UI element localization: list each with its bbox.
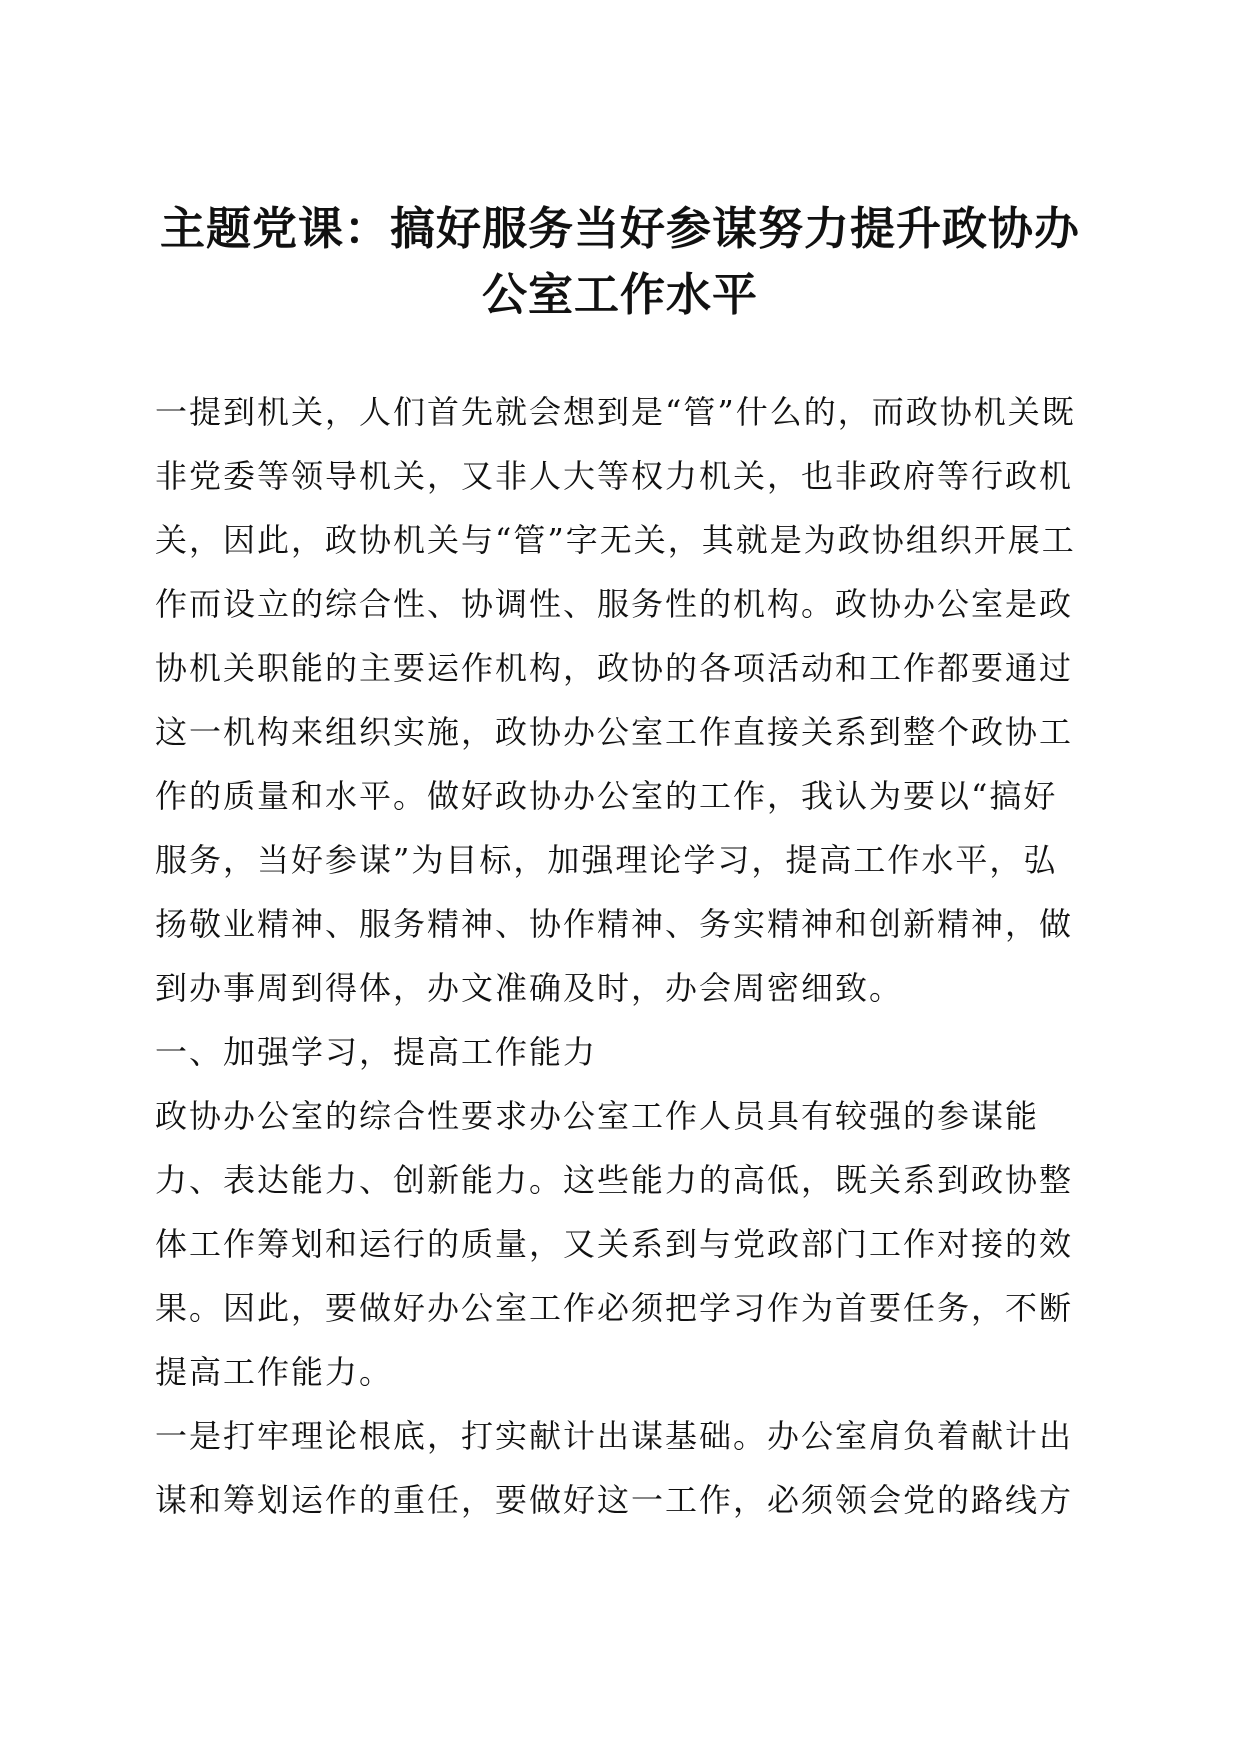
document-body [155,380,1085,1532]
section-heading: 一、加强学习，提高工作能力 [155,1033,598,1071]
document-title [120,196,1120,328]
title-line-2: 公室工作水平 [481,268,758,321]
section-paragraph: 政协办公室的综合性要求办公室工作人员具有较强的参谋能力、表达能力、创新能力。这些能力的高低，既关系到政协整体工作筹划和运行的质量，又关系到与党政部门工作对接的效果。因此，要做好办公室工作必须把学习作为首要任务，不断提高工作能力。 [155,1097,1074,1391]
intro-paragraph: 一提到机关，人们首先就会想到是“管”什么的，而政协机关既非党委等领导机关，又非人大等权力机关，也非政府等行政机关，因此，政协机关与“管”字无关，其就是为政协组织开展工作而设立的综合性、协调性、服务性的机构。政协办公室是政协机关职能的主要运作机构，政协的各项活动和工作都要通过这一机构来组织实施，政协办公室工作直接关系到整个政协工作的质量和水平。做好政协办公室的工作，我认为要以“搞好服务，当好参谋”为目标，加强理论学习，提高工作水平，弘扬敬业精神、服务精神、协作精神、务实精神和创新精神，做到办事周到得体，办文准确及时，办会周密细致。 [155,393,1076,1007]
point-paragraph: 一是打牢理论根底，打实献计出谋基础。办公室肩负着献计出谋和筹划运作的重任，要做好这一工作，必须领会党的路线方 [155,1417,1074,1519]
title-line-1: 主题党课：搞好服务当好参谋努力提升政协办 [159,202,1080,255]
